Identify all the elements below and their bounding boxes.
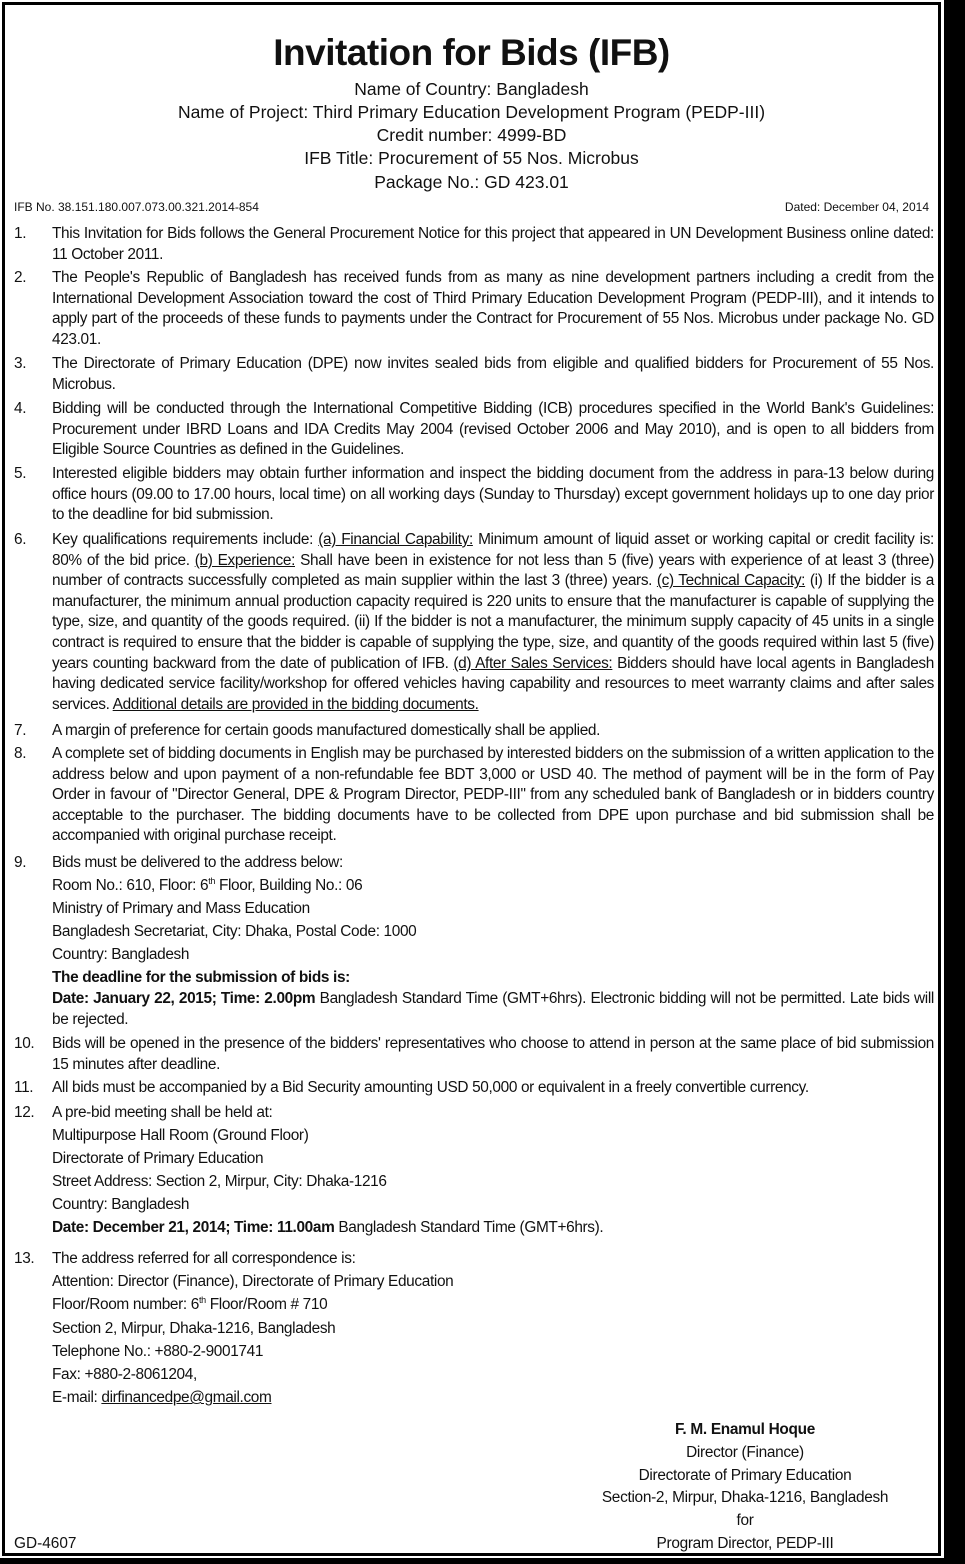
clause-text: The Directorate of Primary Education (DPE) now invites sealed bids from eligible and qualified bidders for Procurement of 55 Nos. Microbus. [52, 355, 934, 393]
signatory-program: Program Director, PEDP-III [656, 1534, 834, 1552]
clause-9 [14, 851, 934, 1030]
clause-text: All bids must be accompanied by a Bid Security amounting USD 50,000 or equivalent in a freely convertible currency. [52, 1079, 809, 1096]
scan-edge-bottom [0, 1558, 965, 1564]
prebid-directorate: Directorate of Primary Education [52, 1150, 264, 1167]
clause-number: 9. [14, 854, 27, 871]
delivery-country: Country: Bangladesh [52, 946, 190, 963]
clause-text [52, 1101, 934, 1239]
clause-number: 12. [14, 1104, 35, 1121]
clause-5 [14, 464, 934, 526]
clause-text: Bids will be opened in the presence of the bidders' representatives who choose to attend in person at the same place of bid submission 15 minutes after deadline. [52, 1035, 934, 1073]
financial-capability-text: Minimum amount of liquid asset or working capital or credit facility is: 80% of the bid price. [52, 531, 934, 569]
clause-number: 6. [14, 531, 27, 548]
correspondence-telephone: Telephone No.: +880-2-9001741 [52, 1342, 264, 1360]
after-sales-text: Bidders should have local agents in Bangladesh having dedicated service facility/workshop for offered vehicles having capability and resources to meet warranty claims and after sales services. [52, 654, 934, 713]
package-line: Package No.: GD 423.01 [374, 172, 569, 192]
ifb-title-line: IFB Title: Procurement of 55 Nos. Microbus [304, 148, 639, 168]
signature-block [565, 1419, 925, 1556]
after-sales-label: (d) After Sales Services: [453, 654, 613, 672]
clause-number: 4. [14, 400, 27, 417]
deadline-text: Bangladesh Standard Time (GMT+6hrs). Electronic bidding will not be permitted. Late bids will be rejected. [52, 990, 934, 1028]
clause-text: A complete set of bidding documents in English may be purchased by interested bidders on the submission of a written application to the address below and upon payment of a non-refundable fee BDT 3,000 or USD 40. The method of payment will be in the form of Pay Order in favour of "Director General, DPE & Program Director, PEDP-III" from any scheduled bank of Bangladesh or in bidders country acceptable to the purchaser. The bidding documents have to be collected from DPE upon purchase and bid submission shall be accompanied with original purchase receipt. [52, 745, 934, 845]
clause-2 [14, 268, 934, 350]
signatory-for: for [736, 1512, 754, 1530]
clause-11 [14, 1078, 934, 1099]
country-line: Name of Country: Bangladesh [354, 79, 589, 99]
prebid-street: Street Address: Section 2, Mirpur, City: Dhaka-1216 [52, 1173, 387, 1190]
correspondence-fax: Fax: +880-2-8061204, [52, 1366, 197, 1384]
technical-capacity-label: (c) Technical Capacity: [656, 572, 806, 590]
email-label: E-mail: [52, 1389, 102, 1407]
deadline-line [52, 989, 934, 1030]
floor-text-rest: Floor/Room # 710 [205, 1296, 328, 1314]
clause-text: This Invitation for Bids follows the General Procurement Notice for this project that appeared in UN Development Business online dated: 11 October 2011. [52, 225, 934, 263]
clause-4 [14, 399, 934, 461]
page-title: Invitation for Bids (IFB) [273, 32, 670, 73]
credit-line: Credit number: 4999-BD [376, 125, 567, 145]
experience-label: (b) Experience: [194, 551, 295, 569]
ifb-number: IFB No. 38.151.180.007.073.00.321.2014-854 [14, 200, 259, 214]
signatory-address: Section-2, Mirpur, Dhaka-1216, Bangladesh [601, 1489, 889, 1507]
room-text-rest: Floor, Building No.: 06 [215, 877, 363, 894]
ifb-notice-page [2, 2, 941, 1556]
room-text: Room No.: 610, Floor: 6 [52, 877, 209, 894]
signatory-position: Director (Finance) [686, 1443, 804, 1461]
clause-number: 11. [14, 1079, 34, 1096]
clause-number: 3. [14, 355, 27, 372]
delivery-ministry: Ministry of Primary and Mass Education [52, 900, 310, 917]
prebid-datetime [52, 1216, 934, 1239]
room-ordinal: th [208, 875, 216, 886]
clause-text: A margin of preference for certain goods manufactured domestically shall be applied. [52, 722, 601, 739]
financial-capability-label: (a) Financial Capability: [318, 531, 473, 548]
signatory-org: Directorate of Primary Education [638, 1466, 852, 1484]
clause-3 [14, 354, 934, 395]
clause-text: Interested eligible bidders may obtain further information and inspect the bidding document from the address in para-13 below during office hours (09.00 to 17.00 hours, local time) on all working days (Sunday to Thursday) except government holidays up to one day prior to the deadline for bid submission. [52, 465, 934, 524]
clause-number: 2. [14, 269, 27, 286]
delivery-secretariat: Bangladesh Secretariat, City: Dhaka, Postal Code: 1000 [52, 923, 417, 940]
clause-number: 13. [14, 1250, 35, 1267]
clause-text [52, 1247, 934, 1409]
floor-text: Floor/Room number: 6 [52, 1296, 199, 1314]
clause-number: 7. [14, 722, 27, 739]
correspondence-section: Section 2, Mirpur, Dhaka-1216, Bangladesh [52, 1319, 336, 1337]
correspondence-attention: Attention: Director (Finance), Directorate of Primary Education [52, 1273, 454, 1291]
clause-8 [14, 744, 934, 847]
technical-capacity-text: (i) If the bidder is a manufacturer, the minimum annual production capacity required is 220 units to ensure that the manufacturer is capable of supplying the type, size, and quantity of the goods required. (ii) If the bidder is not a manufacturer, the minimum supply capacity of 45 units in a single contract is required to ensure that the bidder is capable of supplying the type, size, and quantity of the goods required within last 5 (five) years counting backward from the date of publication of IFB. [52, 572, 934, 672]
deadline-date: Date: January 22, 2015; Time: 2.00pm [52, 990, 316, 1007]
clause-text [52, 530, 934, 715]
clause-text: Bidding will be conducted through the International Competitive Bidding (ICB) procedures specified in the World Bank's Guidelines: Procurement under IBRD Loans and IDA Credits May 2004 (revised October 2006 and May 2010), and is open to all bidders from Eligible Source Countries as defined in the Guidelines. [52, 400, 934, 459]
signatory-name: F. M. Enamul Hoque [675, 1421, 815, 1438]
prebid-date-text: Bangladesh Standard Time (GMT+6hrs). [334, 1219, 604, 1236]
additional-details: Additional details are provided in the bidding documents. [112, 695, 479, 713]
clause-6 [14, 530, 934, 715]
experience-text: Shall have been in existence for not less than 5 (five) years with experience of at least 3 (three) number of contracts successfully completed as main supplier within the last 3 (three) years. [52, 551, 934, 590]
clause-7 [14, 721, 934, 742]
correspondence-floor [52, 1293, 934, 1316]
scan-edge-right [944, 0, 965, 1564]
clause-text: The People's Republic of Bangladesh has received funds from as many as nine development partners including a credit from the International Development Association toward the cost of Third Primary Education Development Program (PEDP-III), and it intends to apply part of the proceeds of these funds to payments under the Contract for Procurement of 55 Nos. Microbus under package No. GD 423.01. [52, 269, 934, 348]
correspondence-intro: The address referred for all correspondence is: [52, 1250, 356, 1267]
prebid-date: Date: December 21, 2014; Time: 11.00am [52, 1219, 335, 1236]
clause-12 [14, 1101, 934, 1239]
deadline-heading: The deadline for the submission of bids is: [52, 969, 350, 986]
clause-number: 5. [14, 465, 27, 482]
prebid-intro: A pre-bid meeting shall be held at: [52, 1104, 273, 1121]
clause-10 [14, 1034, 934, 1075]
clause-number: 10. [14, 1035, 35, 1052]
clause-number: 8. [14, 745, 27, 762]
project-line: Name of Project: Third Primary Education Development Program (PEDP-III) [177, 102, 766, 122]
delivery-intro: Bids must be delivered to the address below: [52, 854, 343, 871]
delivery-room [52, 874, 934, 897]
dated: Dated: December 04, 2014 [784, 200, 929, 214]
clause-13 [14, 1247, 934, 1409]
clause-text [52, 851, 934, 1030]
clause-number: 1. [14, 225, 27, 242]
reference-code: GD-4607 [14, 1535, 77, 1552]
floor-ordinal: th [198, 1295, 206, 1306]
clause-1 [14, 224, 934, 265]
email-link[interactable]: dirfinancedpe@gmail.com [101, 1389, 272, 1407]
correspondence-email [52, 1386, 934, 1409]
qualification-intro: Key qualifications requirements include: [52, 531, 319, 548]
prebid-hall: Multipurpose Hall Room (Ground Floor) [52, 1127, 309, 1144]
prebid-country: Country: Bangladesh [52, 1196, 190, 1213]
